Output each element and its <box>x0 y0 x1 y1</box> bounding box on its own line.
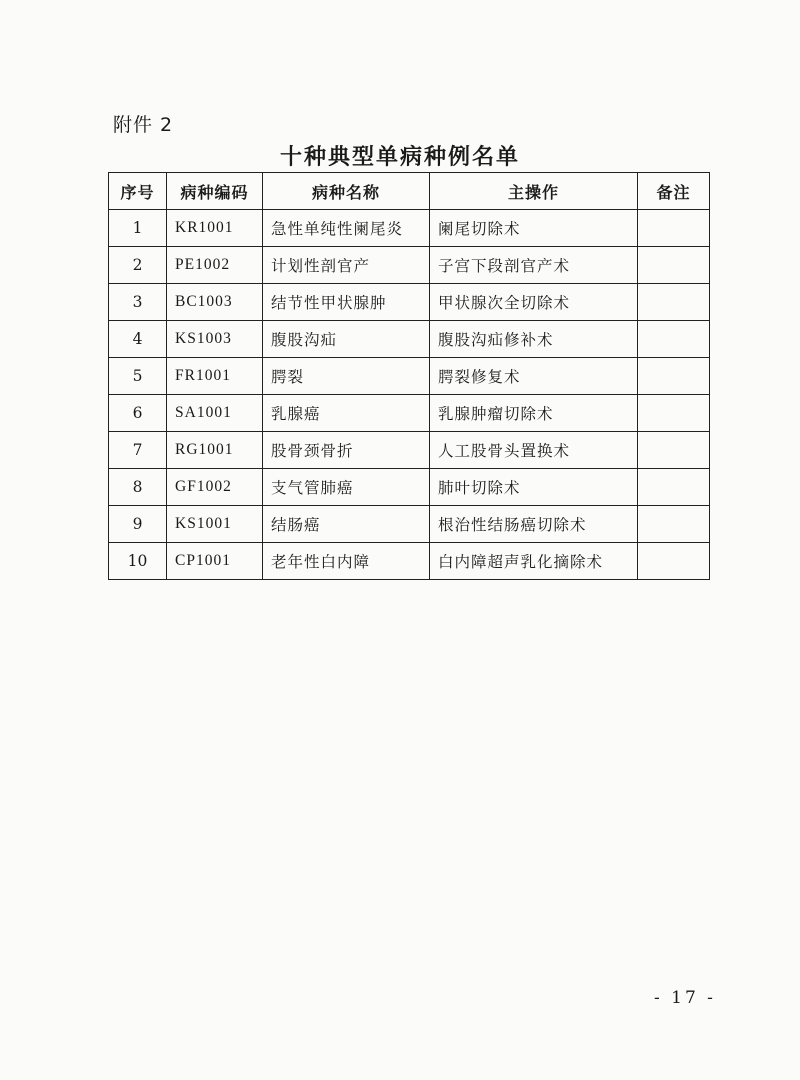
attachment-label: 附件 2 <box>113 114 174 136</box>
disease-code-cell: BC1003 <box>167 284 263 321</box>
row-number-cell: 7 <box>109 432 167 469</box>
disease-name-cell: 腭裂 <box>263 358 430 395</box>
table-row <box>109 543 710 580</box>
row-number-cell: 1 <box>109 210 167 247</box>
main-operation-cell: 子宫下段剖官产术 <box>430 247 638 284</box>
disease-name-cell: 老年性白内障 <box>263 543 430 580</box>
header-name: 病种名称 <box>263 173 430 210</box>
note-cell <box>638 395 710 432</box>
disease-code-cell: CP1001 <box>167 543 263 580</box>
note-cell <box>638 432 710 469</box>
note-cell <box>638 210 710 247</box>
disease-code-cell: KS1001 <box>167 506 263 543</box>
main-operation-cell: 白内障超声乳化摘除术 <box>430 543 638 580</box>
main-operation-cell: 人工股骨头置换术 <box>430 432 638 469</box>
note-cell <box>638 358 710 395</box>
disease-code-cell: KS1003 <box>167 321 263 358</box>
note-cell <box>638 321 710 358</box>
table-row <box>109 358 710 395</box>
main-operation-cell: 腹股沟疝修补术 <box>430 321 638 358</box>
disease-table <box>108 172 710 580</box>
header-operation: 主操作 <box>430 173 638 210</box>
table-row <box>109 395 710 432</box>
main-operation-cell: 肺叶切除术 <box>430 469 638 506</box>
disease-code-cell: FR1001 <box>167 358 263 395</box>
main-operation-cell: 乳腺肿瘤切除术 <box>430 395 638 432</box>
row-number-cell: 2 <box>109 247 167 284</box>
page-number: - 17 - <box>654 988 716 1008</box>
page-title: 十种典型单病种例名单 <box>279 144 520 170</box>
row-number-cell: 4 <box>109 321 167 358</box>
disease-name-cell: 股骨颈骨折 <box>263 432 430 469</box>
disease-code-cell: RG1001 <box>167 432 263 469</box>
row-number-cell: 8 <box>109 469 167 506</box>
table-body <box>109 210 710 580</box>
disease-code-cell: SA1001 <box>167 395 263 432</box>
note-cell <box>638 506 710 543</box>
disease-name-cell: 结肠癌 <box>263 506 430 543</box>
disease-name-cell: 支气管肺癌 <box>263 469 430 506</box>
table-row <box>109 469 710 506</box>
disease-name-cell: 急性单纯性阑尾炎 <box>263 210 430 247</box>
table-row <box>109 247 710 284</box>
main-operation-cell: 甲状腺次全切除术 <box>430 284 638 321</box>
disease-code-cell: KR1001 <box>167 210 263 247</box>
note-cell <box>638 284 710 321</box>
table-row <box>109 321 710 358</box>
row-number-cell: 5 <box>109 358 167 395</box>
disease-code-cell: GF1002 <box>167 469 263 506</box>
header-no: 序号 <box>109 173 167 210</box>
table-row <box>109 210 710 247</box>
main-operation-cell: 根治性结肠癌切除术 <box>430 506 638 543</box>
disease-name-cell: 乳腺癌 <box>263 395 430 432</box>
row-number-cell: 10 <box>109 543 167 580</box>
disease-name-cell: 腹股沟疝 <box>263 321 430 358</box>
header-note: 备注 <box>638 173 710 210</box>
table-row <box>109 284 710 321</box>
main-operation-cell: 腭裂修复术 <box>430 358 638 395</box>
disease-code-cell: PE1002 <box>167 247 263 284</box>
header-code: 病种编码 <box>167 173 263 210</box>
note-cell <box>638 469 710 506</box>
note-cell <box>638 247 710 284</box>
table-row <box>109 506 710 543</box>
row-number-cell: 3 <box>109 284 167 321</box>
main-operation-cell: 阑尾切除术 <box>430 210 638 247</box>
table-header-row <box>109 173 710 210</box>
row-number-cell: 9 <box>109 506 167 543</box>
disease-name-cell: 结节性甲状腺肿 <box>263 284 430 321</box>
row-number-cell: 6 <box>109 395 167 432</box>
table-row <box>109 432 710 469</box>
disease-name-cell: 计划性剖官产 <box>263 247 430 284</box>
note-cell <box>638 543 710 580</box>
